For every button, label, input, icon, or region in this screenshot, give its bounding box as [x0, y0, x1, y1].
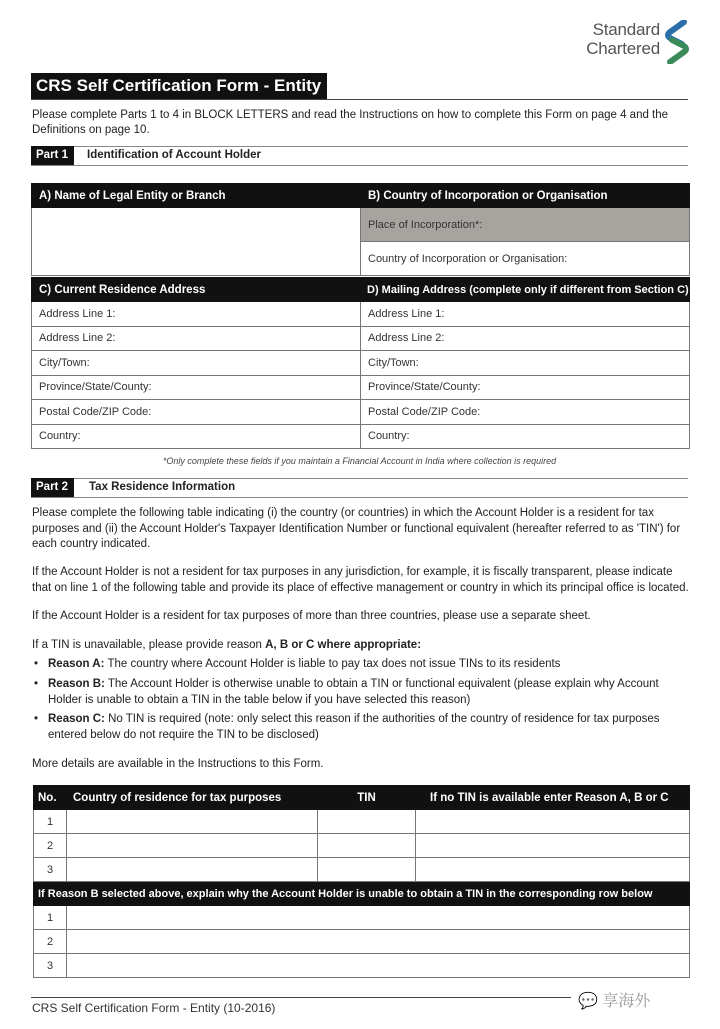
reason-field[interactable] [416, 834, 690, 858]
residence-address-line-2-field[interactable]: Address Line 2: [32, 326, 361, 351]
bullet-icon: • [34, 678, 39, 690]
logo-line-2: Chartered [586, 39, 660, 58]
reason-field[interactable] [416, 858, 690, 882]
reason-a-text: The country where Account Holder is liable to pay tax does not issue TINs to its residents [104, 658, 561, 670]
mailing-postal-code-field[interactable]: Postal Code/ZIP Code: [361, 400, 690, 425]
table-row [34, 954, 690, 978]
reason-c-text: No TIN is required (note: only select this reason if the authorities of the country of residence for tax purposes entered below do not require the TIN to be disclosed) [48, 713, 660, 741]
bullet-icon: • [34, 658, 39, 670]
address-table [31, 277, 690, 449]
section-d-header: D) Mailing Address (complete only if different from Section C) [361, 278, 690, 302]
watermark-text: 享海外 [602, 993, 651, 1010]
tin-field[interactable] [318, 834, 416, 858]
col-no-header: No. [34, 786, 67, 810]
part2-paragraph-3: If the Account Holder is a resident for tax purposes of more than three countries, please use a separate sheet. [32, 610, 591, 622]
reason-b-item [32, 677, 692, 708]
country-of-incorporation-field[interactable]: Country of Incorporation or Organisation: [361, 242, 690, 276]
residence-city-field[interactable]: City/Town: [32, 351, 361, 376]
reason-c-item [32, 712, 692, 743]
country-field[interactable] [67, 834, 318, 858]
mailing-province-field[interactable]: Province/State/County: [361, 375, 690, 400]
part2-title: Tax Residence Information [89, 481, 236, 493]
entity-identification-table [31, 183, 690, 276]
more-details-text: More details are available in the Instructions to this Form. [32, 758, 324, 770]
tin-field[interactable] [318, 858, 416, 882]
table-row [34, 930, 690, 954]
mailing-address-line-1-field[interactable]: Address Line 1: [361, 302, 690, 327]
chat-bubble-icon: 💬 [578, 993, 598, 1010]
tin-field[interactable] [318, 810, 416, 834]
tax-residence-table [33, 785, 690, 978]
reason-b-label: Reason B: [48, 678, 105, 690]
intro-text: Please complete Parts 1 to 4 in BLOCK LETTERS and read the Instructions on how to complete this Form on page 4 and the Definitions on page 10. [32, 109, 669, 136]
residence-country-field[interactable]: Country: [32, 424, 361, 449]
col-reason-header: If no TIN is available enter Reason A, B or C [416, 786, 690, 810]
footer-divider [31, 997, 571, 998]
part2-rule-bottom [31, 497, 688, 498]
part1-title: Identification of Account Holder [87, 149, 261, 161]
reason-field[interactable] [416, 810, 690, 834]
reason-intro-text: If a TIN is unavailable, please provide reason [32, 639, 266, 651]
section-a-header: A) Name of Legal Entity or Branch [32, 184, 361, 208]
form-title: CRS Self Certification Form - Entity [31, 73, 327, 99]
row-number: 3 [34, 858, 67, 882]
row-number: 1 [34, 810, 67, 834]
logo-line-1: Standard [592, 20, 660, 39]
row-number: 2 [34, 834, 67, 858]
watermark [578, 988, 650, 1011]
table-row [34, 834, 690, 858]
row-number: 2 [34, 930, 67, 954]
mailing-city-field[interactable]: City/Town: [361, 351, 690, 376]
col-tin-header: TIN [318, 786, 416, 810]
residence-address-line-1-field[interactable]: Address Line 1: [32, 302, 361, 327]
part1-tag: Part 1 [31, 146, 74, 165]
part2-paragraph-2: If the Account Holder is not a resident for tax purposes in any jurisdiction, for example, it is fiscally transparent, please indicate that on line 1 of the following table and provide its place of effective management or country in which its principal office is located. [32, 566, 689, 594]
reason-b-explanation-field[interactable] [67, 930, 690, 954]
section-c-header: C) Current Residence Address [32, 278, 361, 302]
reason-intro [32, 638, 692, 654]
section-b-header: B) Country of Incorporation or Organisation [361, 184, 690, 208]
table-row [34, 858, 690, 882]
table-row [34, 906, 690, 930]
reason-b-explanation-field[interactable] [67, 954, 690, 978]
standard-chartered-logo [574, 20, 694, 66]
reason-a-label: Reason A: [48, 658, 105, 670]
footer-form-id: CRS Self Certification Form - Entity (10-2016) [32, 1001, 276, 1015]
logo-mark-icon [662, 20, 692, 64]
col-country-header: Country of residence for tax purposes [67, 786, 318, 810]
title-divider [31, 99, 688, 100]
mailing-country-field[interactable]: Country: [361, 424, 690, 449]
reason-b-explanation-field[interactable] [67, 906, 690, 930]
residence-province-field[interactable]: Province/State/County: [32, 375, 361, 400]
reason-c-label: Reason C: [48, 713, 105, 725]
part1-rule-bottom [31, 165, 688, 166]
reason-b-explanation-header: If Reason B selected above, explain why the Account Holder is unable to obtain a TIN in the corresponding row below [34, 882, 690, 906]
part2-tag: Part 2 [31, 478, 74, 497]
reason-a-item [32, 657, 692, 673]
reason-intro-bold: A, B or C where appropriate: [265, 639, 422, 651]
row-number: 3 [34, 954, 67, 978]
logo-text [586, 20, 660, 58]
residence-postal-code-field[interactable]: Postal Code/ZIP Code: [32, 400, 361, 425]
part2-paragraph-1: Please complete the following table indicating (i) the country (or countries) in which the Account Holder is a resident for tax purposes and (ii) the Account Holder's Taxpayer Identification Number or functional equivalent (hereafter referred to as 'TIN') for each country indicated. [32, 507, 681, 550]
country-field[interactable] [67, 810, 318, 834]
bullet-icon: • [34, 713, 39, 725]
india-footnote: *Only complete these fields if you maintain a Financial Account in India where collection is required [162, 456, 557, 466]
country-field[interactable] [67, 858, 318, 882]
table-row [34, 810, 690, 834]
mailing-address-line-2-field[interactable]: Address Line 2: [361, 326, 690, 351]
legal-entity-name-field[interactable] [32, 208, 361, 276]
place-of-incorporation-field[interactable]: Place of Incorporation*: [361, 208, 690, 242]
row-number: 1 [34, 906, 67, 930]
reason-b-text: The Account Holder is otherwise unable to obtain a TIN or functional equivalent (please explain why Account Holder is unable to obtain a TIN in the table below if you have selected this reason) [48, 678, 659, 706]
